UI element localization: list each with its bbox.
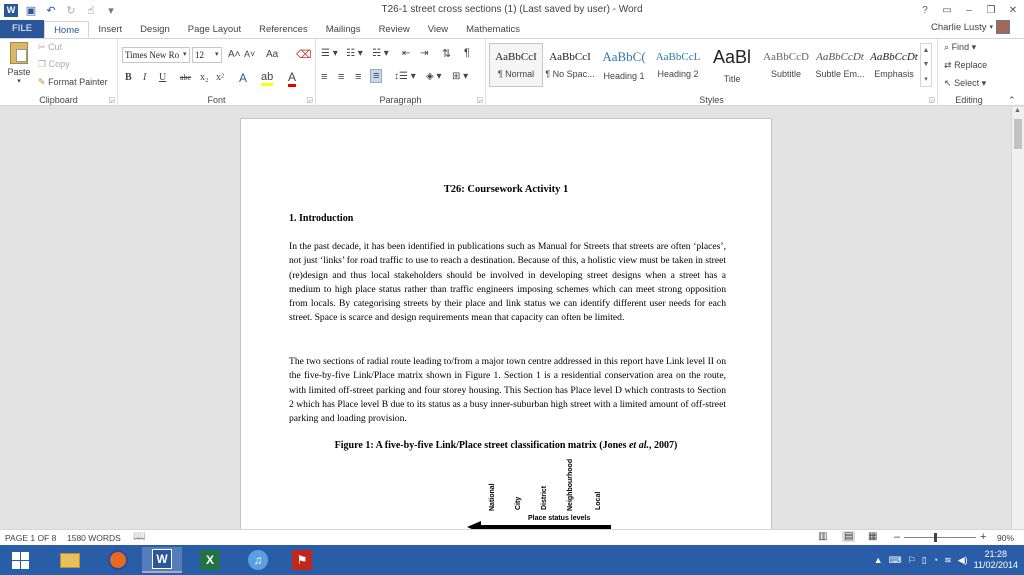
align-center-icon[interactable]: ≡: [338, 71, 345, 83]
tab-file[interactable]: FILE: [0, 20, 44, 38]
figure-caption: Figure 1: A five-by-five Link/Place street classification matrix (Jones et al., 2007): [334, 440, 678, 451]
style-emphasis[interactable]: AaBbCcDt Emphasis: [870, 51, 918, 79]
style-subtitle[interactable]: AaBbCcD Subtitle: [763, 51, 809, 79]
font-name-input[interactable]: Times New Ro: [122, 47, 190, 63]
word-logo-icon[interactable]: W: [4, 4, 18, 17]
replace-icon: ⇄: [944, 60, 952, 70]
font-group: [118, 39, 316, 107]
show-hidden-icons-icon[interactable]: ▲: [873, 555, 883, 565]
clear-formatting-icon[interactable]: ⌫: [296, 49, 312, 61]
itunes-taskbar-button[interactable]: [238, 547, 278, 573]
print-layout-icon[interactable]: ▤: [844, 531, 854, 542]
scissors-icon: ✂: [38, 42, 46, 52]
paste-button[interactable]: [6, 42, 32, 85]
section-heading: 1. Introduction: [289, 213, 354, 224]
italic-button[interactable]: I: [143, 72, 147, 83]
superscript-button[interactable]: x²: [216, 72, 224, 83]
highlight-icon[interactable]: ab: [261, 71, 273, 86]
font-group-label: Font: [207, 95, 226, 105]
dialog-launcher-icon[interactable]: ◲: [108, 97, 115, 104]
line-spacing-icon[interactable]: ↕☰ ▾: [394, 71, 416, 82]
font-color-icon[interactable]: A: [288, 70, 296, 87]
firefox-icon: [108, 550, 128, 570]
touch-mode-icon[interactable]: ☝: [87, 4, 95, 17]
tab-insert[interactable]: Insert: [98, 24, 123, 35]
text-effects-icon[interactable]: A: [239, 71, 248, 85]
acrobat-taskbar-button[interactable]: [282, 547, 322, 573]
start-button[interactable]: [0, 547, 40, 573]
user-name: Charlie Lusty: [931, 21, 987, 33]
clipboard-group: [0, 39, 118, 107]
zoom-slider[interactable]: [904, 537, 976, 538]
window-controls: [914, 0, 1024, 20]
tab-design[interactable]: Design: [140, 24, 170, 35]
editing-group-label: Editing: [955, 95, 983, 105]
file-explorer-button[interactable]: [50, 547, 90, 573]
system-tray: [874, 545, 1024, 575]
scroll-thumb[interactable]: [1014, 119, 1022, 149]
chevron-up-icon[interactable]: ▲: [1014, 107, 1021, 114]
grow-font-button[interactable]: A˄: [228, 49, 241, 60]
cut-button[interactable]: ✂ Cut: [38, 42, 63, 52]
style-title[interactable]: AaBl Title: [712, 46, 752, 84]
brush-icon: ✎: [38, 77, 46, 87]
styles-group-label: Styles: [699, 95, 724, 105]
document-page[interactable]: [240, 118, 772, 529]
tab-page-layout[interactable]: Page Layout: [187, 24, 242, 35]
style-subtle-emphasis[interactable]: AaBbCcDt Subtle Em...: [815, 51, 865, 79]
user-account[interactable]: [931, 20, 1010, 34]
wifi-icon[interactable]: ≋: [944, 554, 952, 565]
tab-references[interactable]: References: [259, 24, 308, 35]
battery-icon[interactable]: ▯: [921, 554, 927, 565]
style-no-spacing[interactable]: AaBbCcI ¶ No Spac...: [545, 51, 595, 79]
pdf-icon: ⚑: [292, 550, 312, 570]
vertical-scrollbar[interactable]: [1011, 107, 1024, 529]
ribbon-tabs: [0, 20, 1024, 38]
help-button[interactable]: ?: [922, 4, 928, 16]
style-heading-1[interactable]: AaBbC( Heading 1: [602, 49, 646, 81]
replace-button[interactable]: ⇄ Replace: [944, 60, 988, 70]
tab-view[interactable]: View: [427, 24, 449, 35]
paragraph-2: The two sections of radial route leading to/from a major town centre addressed in this report have Link level II on the five-by-five Link/Place matrix shown in Figure 1. Section 1 is a residential conservation area on the route, with limited off-street parking and four storey housing. This Section has Place level D which contrasts to Section 2 which has Place level B due to its status as a busy inner-suburban high street with a limited amount of off-street parking and loading provision.: [289, 356, 726, 425]
figure-label-local: Local: [595, 491, 602, 510]
document-title: T26: Coursework Activity 1: [443, 184, 569, 195]
style-heading-2[interactable]: AaBbCcL Heading 2: [655, 51, 701, 79]
show-marks-icon[interactable]: ¶: [464, 47, 470, 59]
chevron-down-icon: ▾: [17, 78, 21, 85]
title-bar: [0, 0, 1024, 20]
style-normal[interactable]: AaBbCcI ¶ Normal: [489, 43, 543, 87]
paragraph-1: In the past decade, it has been identified in publications such as Manual for Streets that streets are often ‘places’, not just ‘links’ for road traffic to use to reach a destination. Because of this, a holistic view must be taken in street (re)design and thus local stakeholders should be involved in developing street designs when a street has a medium to high place status rather than traffic engineers imposing schemes which can meet strong opposition from locals. By categorising streets by their place and link status we can identify different user needs for each street. Space is scarce and design requirements mean that capacity can often be limited.: [289, 241, 726, 324]
tab-review[interactable]: Review: [378, 24, 410, 35]
editing-group: [938, 39, 1000, 107]
word-count[interactable]: 1580 WORDS: [67, 533, 121, 543]
network-icon[interactable]: ◔: [932, 555, 939, 565]
page-count[interactable]: PAGE 1 OF 8: [5, 533, 57, 543]
borders-icon[interactable]: ⊞ ▾: [452, 71, 469, 82]
customize-qat-icon[interactable]: ▾: [108, 4, 114, 17]
multilevel-list-icon[interactable]: ☵ ▾: [372, 48, 389, 59]
copy-icon: ❐: [38, 59, 47, 69]
figure-label-city: City: [515, 496, 522, 510]
font-size-input[interactable]: 12: [192, 47, 222, 63]
shrink-font-button[interactable]: A˅: [244, 49, 256, 59]
dialog-launcher-icon[interactable]: ◲: [476, 97, 483, 104]
figure-label-district: District: [541, 485, 548, 510]
paste-label: Paste: [7, 67, 31, 77]
zoom-out-button[interactable]: –: [894, 531, 901, 543]
zoom-in-button[interactable]: +: [980, 531, 987, 543]
taskbar: [0, 545, 1024, 575]
align-left-icon[interactable]: ≡: [321, 71, 328, 83]
clock-time: 21:28: [984, 549, 1008, 559]
windows-icon: [12, 552, 29, 569]
collapse-ribbon-icon[interactable]: ⌃: [1008, 95, 1016, 105]
music-icon: ♫: [248, 550, 268, 570]
more-styles-icon[interactable]: ▾: [924, 75, 928, 83]
select-button[interactable]: ↖ Select ▾: [944, 78, 987, 88]
chevron-down-icon[interactable]: ▾: [183, 51, 187, 58]
redo-icon[interactable]: ↻: [66, 4, 76, 17]
clipboard-group-label: Clipboard: [39, 95, 78, 105]
strikethrough-button[interactable]: abc: [180, 73, 192, 82]
dialog-launcher-icon[interactable]: ◲: [928, 97, 935, 104]
keyboard-icon[interactable]: ⌨: [888, 554, 902, 565]
restore-button[interactable]: ❐: [986, 4, 996, 16]
bold-button[interactable]: B: [125, 72, 132, 83]
excel-taskbar-button[interactable]: [190, 547, 230, 573]
paragraph-group: [316, 39, 486, 107]
dialog-launcher-icon[interactable]: ◲: [306, 97, 313, 104]
justify-icon[interactable]: ≡: [370, 69, 382, 83]
read-mode-icon[interactable]: ▥: [818, 531, 828, 542]
styles-gallery-scroll[interactable]: [920, 43, 932, 87]
styles-gallery: [489, 43, 919, 89]
window-title: T26-1 street cross sections (1) (Last saved by user) - Word: [381, 4, 643, 15]
decrease-indent-icon[interactable]: ⇤: [402, 48, 411, 59]
zoom-level[interactable]: 90%: [997, 533, 1015, 543]
clock[interactable]: [974, 549, 1018, 571]
chevron-down-icon[interactable]: ▾: [215, 51, 219, 58]
volume-icon[interactable]: ◀): [957, 554, 968, 565]
document-canvas[interactable]: [0, 107, 1011, 529]
word-taskbar-button[interactable]: [142, 547, 182, 573]
save-icon[interactable]: ▣: [25, 4, 37, 17]
binoculars-icon: ⌕: [944, 42, 950, 52]
tab-mailings[interactable]: Mailings: [325, 24, 361, 35]
align-right-icon[interactable]: ≡: [355, 71, 362, 83]
zoom-slider-thumb[interactable]: [934, 533, 937, 542]
minimize-button[interactable]: –: [966, 4, 972, 16]
ribbon-display-button[interactable]: ▭: [942, 4, 952, 16]
sort-icon[interactable]: ⇅: [442, 48, 452, 60]
figure-axis-label: Place status levels: [528, 515, 591, 522]
tab-mathematics[interactable]: Mathematics: [466, 24, 520, 35]
clipboard-icon: [10, 42, 28, 64]
underline-button[interactable]: U: [159, 72, 167, 83]
flag-icon[interactable]: ⚐: [907, 554, 916, 565]
subscript-button[interactable]: x₂: [200, 72, 209, 83]
format-painter-button[interactable]: ✎ Format Painter: [38, 77, 108, 87]
avatar: [996, 20, 1010, 34]
copy-button[interactable]: ❐ Copy: [38, 59, 70, 69]
chevron-down-icon[interactable]: ▼: [922, 60, 930, 68]
excel-icon: X: [200, 550, 220, 570]
change-case-button[interactable]: Aa: [266, 49, 279, 60]
word-icon: W: [152, 549, 172, 569]
bullets-icon[interactable]: ☰ ▾: [321, 48, 338, 59]
status-bar: [0, 529, 1024, 545]
shading-icon[interactable]: ◈ ▾: [426, 71, 442, 82]
paragraph-group-label: Paragraph: [379, 95, 422, 105]
chevron-up-icon[interactable]: ▲: [922, 47, 930, 55]
proofing-icon[interactable]: 📖: [133, 531, 146, 542]
clock-date: 11/02/2014: [973, 560, 1018, 570]
increase-indent-icon[interactable]: ⇥: [420, 48, 429, 59]
chevron-down-icon: ▾: [989, 24, 993, 31]
undo-icon[interactable]: ↶: [46, 4, 56, 17]
web-layout-icon[interactable]: ▦: [868, 531, 878, 542]
ribbon: [0, 38, 1024, 106]
tab-home[interactable]: Home: [44, 21, 89, 38]
figure-label-national: National: [489, 483, 496, 511]
find-button[interactable]: ⌕ Find ▾: [944, 42, 977, 52]
firefox-button[interactable]: [98, 547, 138, 573]
close-button[interactable]: ✕: [1008, 4, 1018, 16]
cursor-icon: ↖: [944, 78, 952, 88]
numbering-icon[interactable]: ☷ ▾: [346, 48, 363, 59]
figure-label-neighbourhood: Neighbourhood: [567, 458, 574, 511]
folder-icon: [60, 553, 80, 568]
